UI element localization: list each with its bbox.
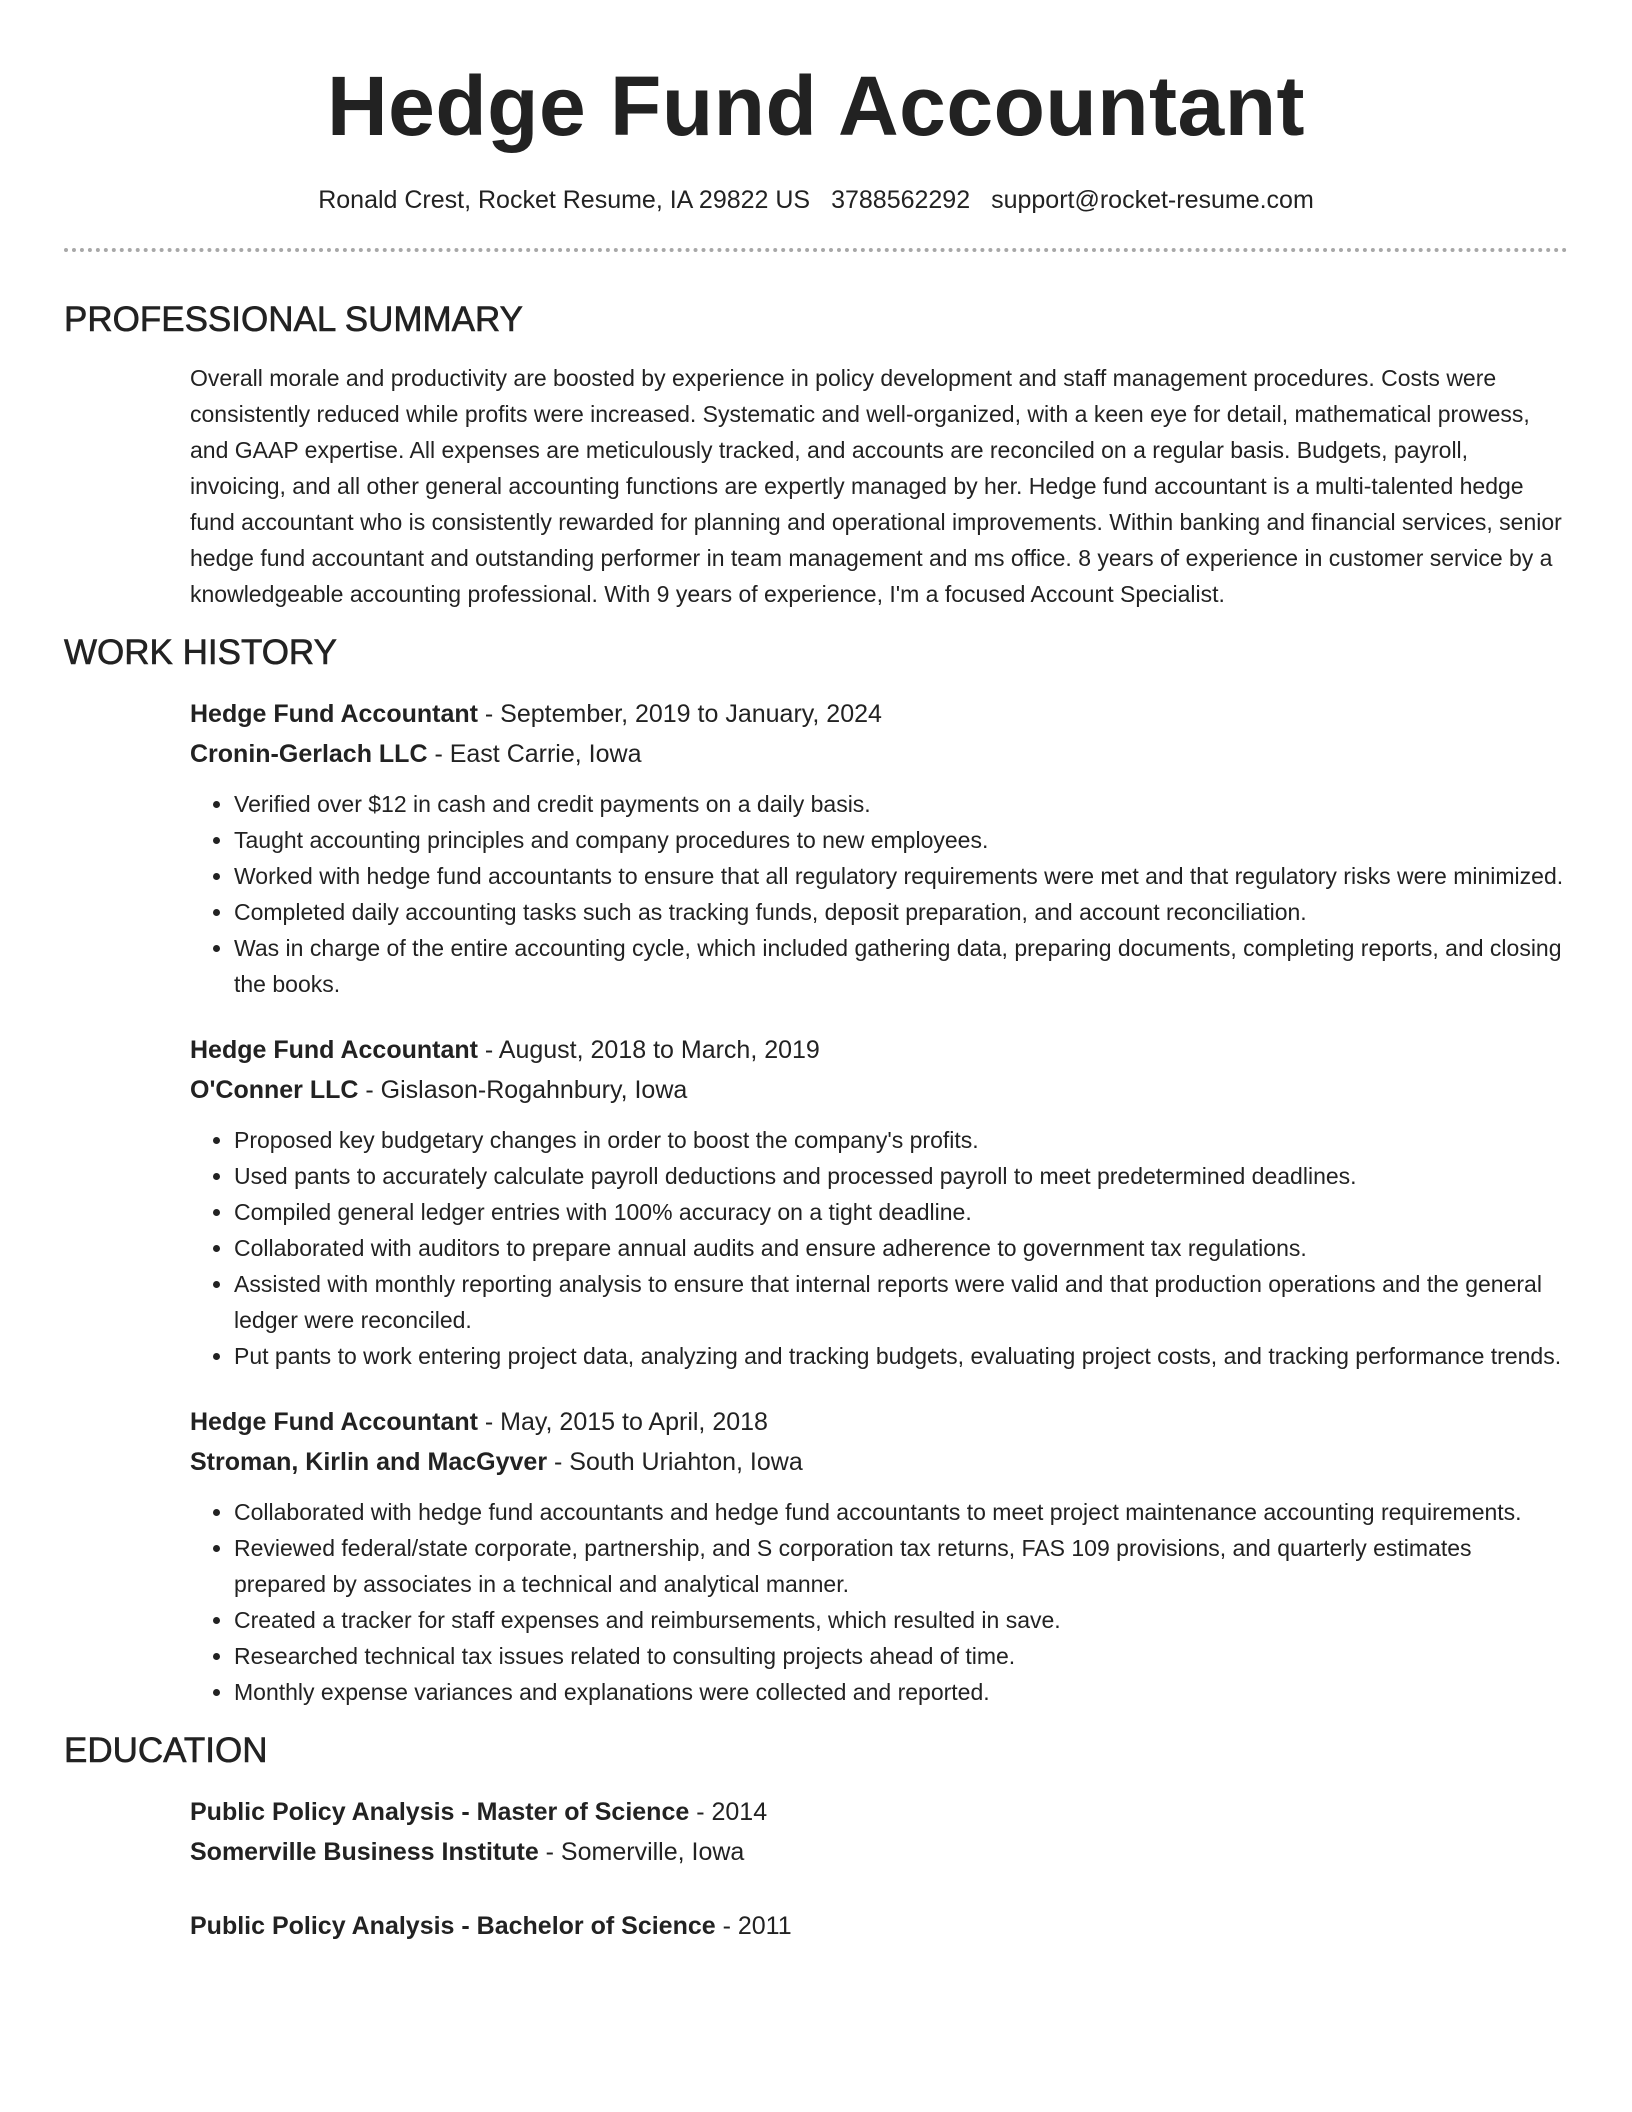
contact-address: Ronald Crest, Rocket Resume, IA 29822 US bbox=[318, 186, 811, 214]
job-bullets bbox=[190, 1494, 1568, 1710]
job-company-line bbox=[190, 734, 1568, 774]
job-bullet: • Completed daily accounting tasks such as tracking funds, deposit preparation, and account reconciliation. bbox=[234, 894, 1568, 930]
job-company: Cronin-Gerlach LLC bbox=[190, 740, 428, 768]
job-company-line bbox=[190, 1442, 1568, 1482]
job-company-line bbox=[190, 1070, 1568, 1110]
job-entry bbox=[190, 1030, 1568, 1374]
job-bullets bbox=[190, 1122, 1568, 1374]
work-history-section bbox=[64, 632, 1568, 1710]
job-bullet: • Collaborated with auditors to prepare annual audits and ensure adherence to government tax regulations. bbox=[234, 1230, 1568, 1266]
job-bullet: • Was in charge of the entire accounting cycle, which included gathering data, preparing documents, completing reports, and closing the books. bbox=[234, 930, 1568, 1002]
job-bullet: • Used pants to accurately calculate payroll deductions and processed payroll to meet predetermined deadlines. bbox=[234, 1158, 1568, 1194]
job-bullet: • Assisted with monthly reporting analysis to ensure that internal reports were valid and that production operations and the general ledger were reconciled. bbox=[234, 1266, 1568, 1338]
degree-name: Public Policy Analysis - Bachelor of Science bbox=[190, 1912, 716, 1940]
job-dates: - August, 2018 to March, 2019 bbox=[477, 1036, 820, 1064]
summary-text: Overall morale and productivity are boosted by experience in policy development and staff management procedures. Costs were consistently reduced while profits were increased. Systematic and well-organized, with a keen eye for detail, mathematical prowess, and GAAP expertise. All expenses are meticulously tracked, and accounts are reconciled on a regular basis. Budgets, payroll, invoicing, and all other general accounting functions are expertly managed by her. Hedge fund accountant is a multi-talented hedge fund accountant who is consistently rewarded for planning and operational improvements. Within banking and financial services, senior hedge fund accountant and outstanding performer in team management and ms office. 8 years of experience in customer service by a knowledgeable accounting professional. With 9 years of experience, I'm a focused Account Specialist. bbox=[190, 365, 1562, 607]
job-bullet: • Researched technical tax issues related to consulting projects ahead of time. bbox=[234, 1638, 1568, 1674]
section-heading-education: EDUCATION bbox=[64, 1731, 268, 1770]
header-divider bbox=[64, 248, 1568, 252]
job-location: - South Uriahton, Iowa bbox=[547, 1448, 803, 1476]
section-heading-summary: PROFESSIONAL SUMMARY bbox=[64, 300, 523, 339]
contact-line bbox=[64, 184, 1568, 216]
degree-line bbox=[190, 1906, 1568, 1946]
job-title-line bbox=[190, 1030, 1568, 1070]
degree-year: - 2014 bbox=[689, 1798, 768, 1826]
job-dates: - May, 2015 to April, 2018 bbox=[477, 1408, 768, 1436]
contact-phone: 3788562292 bbox=[831, 186, 971, 214]
job-dates: - September, 2019 to January, 2024 bbox=[477, 700, 882, 728]
job-location: - East Carrie, Iowa bbox=[427, 740, 642, 768]
job-entry bbox=[190, 1402, 1568, 1710]
job-title-line bbox=[190, 1402, 1568, 1442]
job-title-line bbox=[190, 694, 1568, 734]
school-location: - Somerville, Iowa bbox=[538, 1838, 745, 1866]
job-company: O'Conner LLC bbox=[190, 1076, 359, 1104]
education-entry bbox=[190, 1792, 1568, 1872]
job-title: Hedge Fund Accountant bbox=[190, 1408, 478, 1436]
job-bullet: • Monthly expense variances and explanations were collected and reported. bbox=[234, 1674, 1568, 1710]
education-section bbox=[64, 1730, 1568, 1946]
job-entry bbox=[190, 694, 1568, 1002]
job-bullet: • Taught accounting principles and company procedures to new employees. bbox=[234, 822, 1568, 858]
education-entry bbox=[190, 1906, 1568, 1946]
job-company: Stroman, Kirlin and MacGyver bbox=[190, 1448, 548, 1476]
job-bullet: • Worked with hedge fund accountants to ensure that all regulatory requirements were met and that regulatory risks were minimized. bbox=[234, 858, 1568, 894]
job-bullet: • Proposed key budgetary changes in order to boost the company's profits. bbox=[234, 1122, 1568, 1158]
job-title: Hedge Fund Accountant bbox=[190, 700, 478, 728]
job-bullet: • Reviewed federal/state corporate, partnership, and S corporation tax returns, FAS 109 provisions, and quarterly estimates prepared by associates in a technical and analytical manner. bbox=[234, 1530, 1568, 1602]
job-bullets bbox=[190, 786, 1568, 1002]
school-line bbox=[190, 1832, 1568, 1872]
contact-email: support@rocket-resume.com bbox=[991, 186, 1314, 214]
job-bullet: • Collaborated with hedge fund accountants and hedge fund accountants to meet project maintenance accounting requirements. bbox=[234, 1494, 1568, 1530]
job-location: - Gislason-Rogahnbury, Iowa bbox=[358, 1076, 688, 1104]
degree-line bbox=[190, 1792, 1568, 1832]
school-name: Somerville Business Institute bbox=[190, 1838, 539, 1866]
job-title: Hedge Fund Accountant bbox=[190, 1036, 478, 1064]
professional-summary-section bbox=[64, 299, 1568, 612]
job-bullet: • Verified over $12 in cash and credit payments on a daily basis. bbox=[234, 786, 1568, 822]
job-bullet: • Created a tracker for staff expenses and reimbursements, which resulted in save. bbox=[234, 1602, 1568, 1638]
job-bullet: • Compiled general ledger entries with 100% accuracy on a tight deadline. bbox=[234, 1194, 1568, 1230]
job-bullet: • Put pants to work entering project data, analyzing and tracking budgets, evaluating project costs, and tracking performance trends. bbox=[234, 1338, 1568, 1374]
section-heading-work: WORK HISTORY bbox=[64, 633, 337, 672]
degree-year: - 2011 bbox=[715, 1912, 792, 1940]
degree-name: Public Policy Analysis - Master of Science bbox=[190, 1798, 690, 1826]
resume-title: Hedge Fund Accountant bbox=[326, 59, 1306, 153]
